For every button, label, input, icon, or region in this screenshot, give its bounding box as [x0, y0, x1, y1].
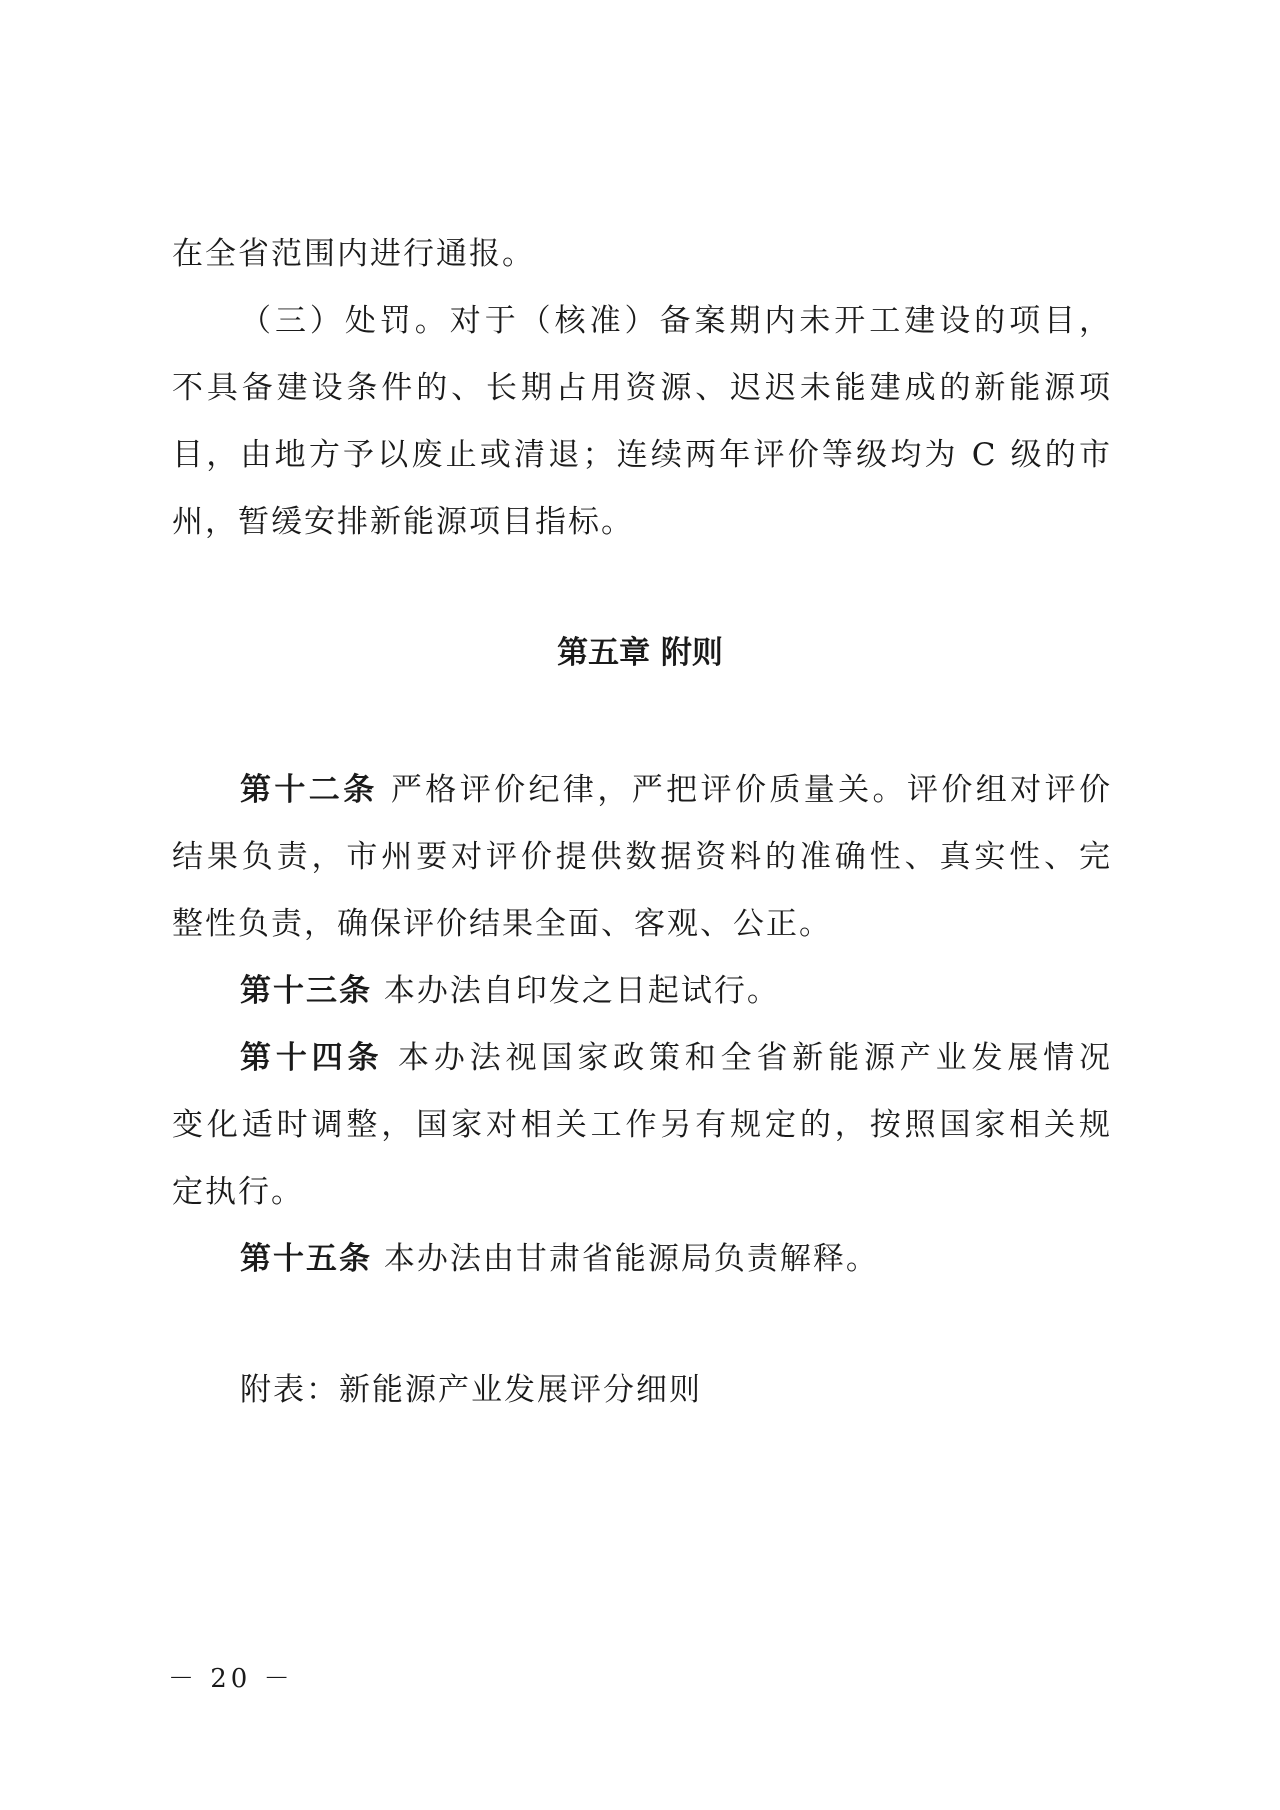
article-12-text-1: 严格评价纪律，严把评价质量关。评价组对评价: [377, 772, 1112, 808]
article-14-line-2: 变化适时调整，国家对相关工作另有规定的，按照国家相关规: [172, 1107, 1112, 1143]
article-14-text-1: 本办法视国家政策和全省新能源产业发展情况: [383, 1040, 1112, 1076]
article-12-line-3: 整性负责，确保评价结果全面、客观、公正。: [172, 906, 832, 942]
chapter-heading: 第五章 附则: [557, 635, 723, 671]
paragraph-line: 在全省范围内进行通报。: [172, 236, 535, 272]
article-14-line-3: 定执行。: [172, 1174, 304, 1210]
article-14-label: 第十四条: [240, 1040, 384, 1076]
article-15-line-1: [240, 1241, 1112, 1277]
article-13-text-1: 本办法自印发之日起试行。: [372, 973, 780, 1009]
article-15-label: 第十五条: [240, 1241, 372, 1277]
penalty-line-3: 目，由地方予以废止或清退；连续两年评价等级均为 C 级的市: [172, 437, 1112, 473]
article-14-line-1: [240, 1040, 1112, 1076]
penalty-line-2: 不具备建设条件的、长期占用资源、迟迟未能建成的新能源项: [172, 370, 1112, 406]
article-13-label: 第十三条: [240, 973, 372, 1009]
article-12-line-1: [240, 772, 1112, 808]
attachment-note: 附表：新能源产业发展评分细则: [240, 1372, 702, 1408]
page-number: － 20 －: [168, 1664, 294, 1694]
article-15-text-1: 本办法由甘肃省能源局负责解释。: [372, 1241, 879, 1277]
penalty-line-1: （三）处罚。对于（核准）备案期内未开工建设的项目，: [240, 303, 1112, 339]
article-12-line-2: 结果负责，市州要对评价提供数据资料的准确性、真实性、完: [172, 839, 1112, 875]
article-12-label: 第十二条: [240, 772, 378, 808]
penalty-line-4: 州，暂缓安排新能源项目指标。: [172, 504, 634, 540]
article-13-line-1: [240, 973, 1112, 1009]
